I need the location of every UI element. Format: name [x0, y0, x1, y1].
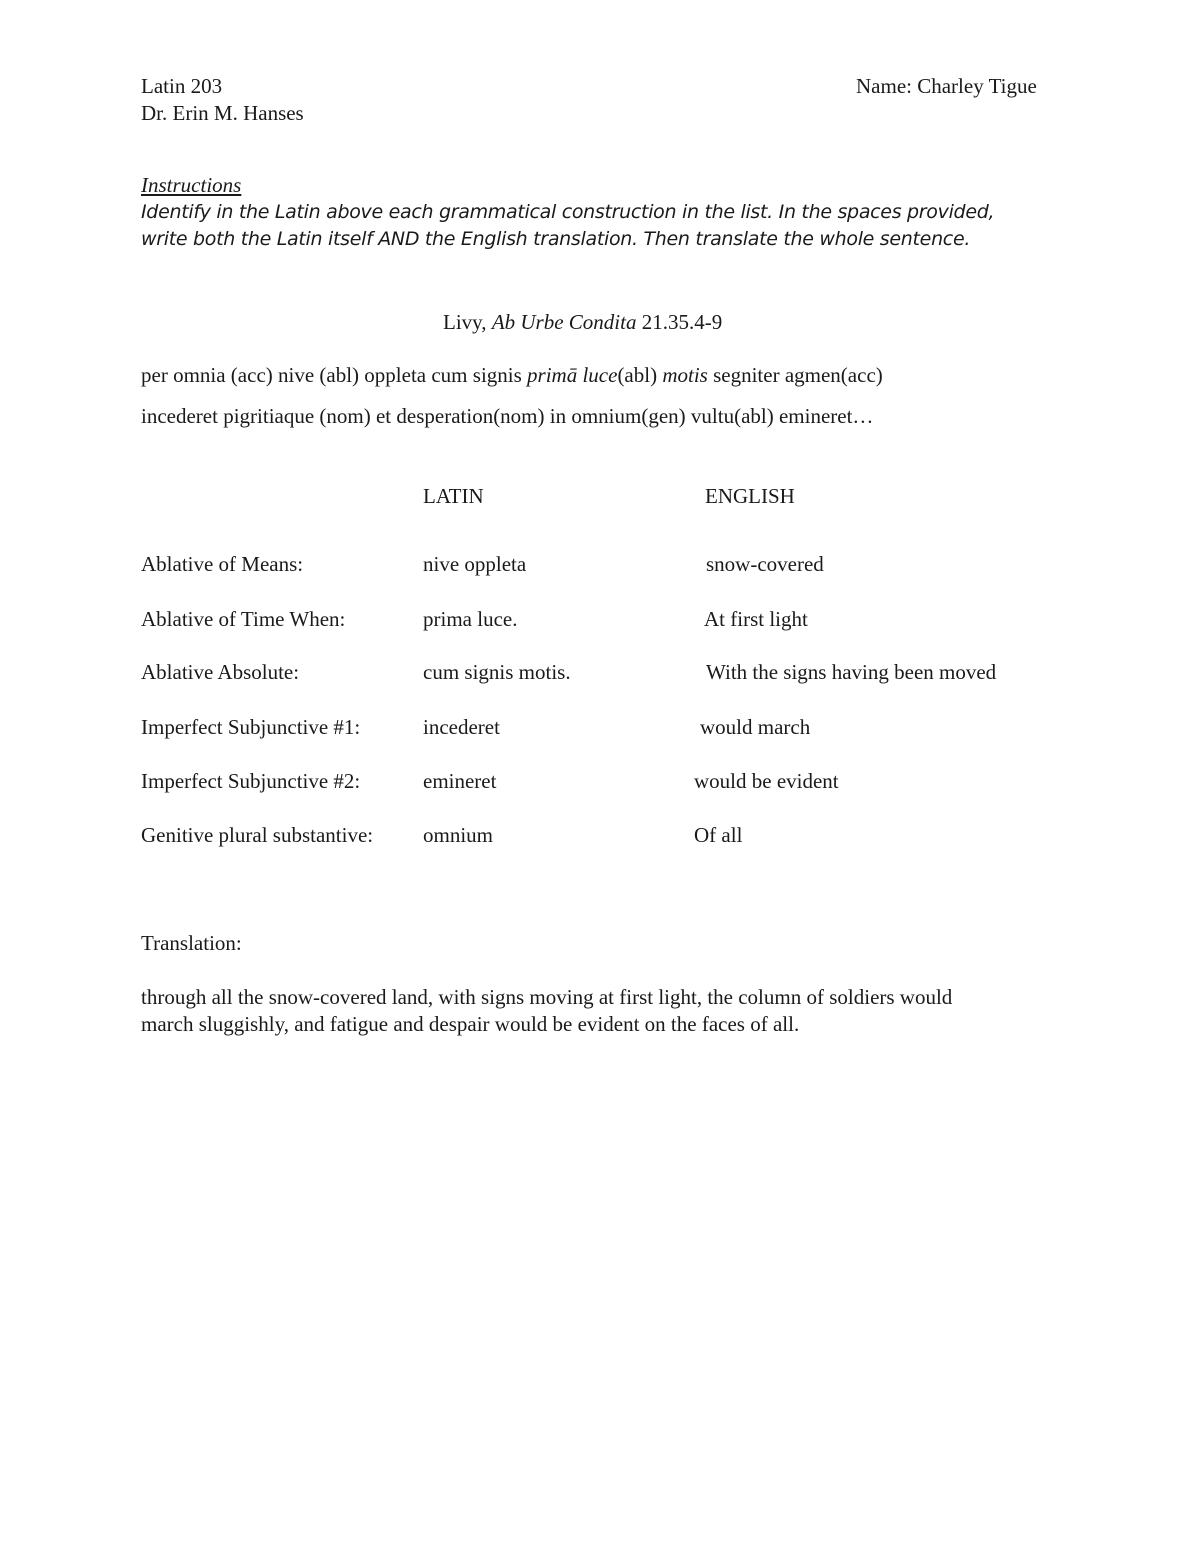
row-latin: omnium — [423, 823, 494, 847]
row-label: Ablative of Time When: — [141, 607, 346, 631]
instructions-line-1: Identify in the Latin above each grammatical construction in the list. In the spaces provided, — [141, 201, 995, 223]
row-label: Imperfect Subjunctive #2: — [141, 769, 361, 793]
latin-text-segment: per omnia (acc) nive (abl) oppleta cum signis — [141, 363, 528, 387]
course-title: Latin 203 — [141, 74, 223, 98]
latin-text-segment: segniter agmen(acc) — [707, 363, 883, 387]
row-english: would march — [700, 715, 811, 739]
translation-line-1: through all the snow-covered land, with signs moving at first light, the column of soldiers would — [141, 985, 953, 1009]
row-label: Imperfect Subjunctive #1: — [141, 715, 361, 739]
row-latin: emineret — [423, 769, 497, 793]
instructions-heading: Instructions — [141, 173, 242, 197]
instructions-line-2: write both the Latin itself AND the English translation. Then translate the whole sentence. — [141, 228, 971, 250]
row-label: Ablative of Means: — [141, 552, 304, 576]
latin-text-italic-segment: primā luce — [527, 363, 618, 387]
column-header-latin: LATIN — [423, 484, 484, 508]
column-header-english: ENGLISH — [705, 484, 795, 508]
row-latin: nive oppleta — [423, 552, 527, 576]
latin-text-line-2: incederet pigritiaque (nom) et desperation(nom) in omnium(gen) vultu(abl) emineret… — [141, 404, 874, 428]
translation-heading: Translation: — [141, 931, 242, 955]
row-english: snow-covered — [706, 552, 824, 576]
source-citation — [443, 309, 722, 335]
translation-line-2: march sluggishly, and fatigue and despair would be evident on the faces of all. — [141, 1012, 800, 1036]
row-english: would be evident — [694, 769, 839, 793]
row-latin: incederet — [423, 715, 500, 739]
row-english: At first light — [704, 607, 808, 631]
latin-text-segment: (abl) — [617, 363, 663, 387]
row-label: Genitive plural substantive: — [141, 823, 374, 847]
source-passage: 21.35.4-9 — [641, 310, 723, 334]
latin-text-line-1 — [141, 362, 883, 388]
row-label: Ablative Absolute: — [141, 660, 300, 684]
source-author: Livy, — [443, 310, 487, 334]
row-latin: prima luce. — [423, 607, 518, 631]
student-name: Name: Charley Tigue — [856, 74, 1037, 98]
row-latin: cum signis motis. — [423, 660, 571, 684]
row-english: With the signs having been moved — [706, 660, 997, 684]
source-work: Ab Urbe Condita — [491, 310, 637, 334]
row-english: Of all — [694, 823, 743, 847]
instructor-name: Dr. Erin M. Hanses — [141, 101, 304, 125]
latin-text-italic-segment: motis — [662, 363, 708, 387]
